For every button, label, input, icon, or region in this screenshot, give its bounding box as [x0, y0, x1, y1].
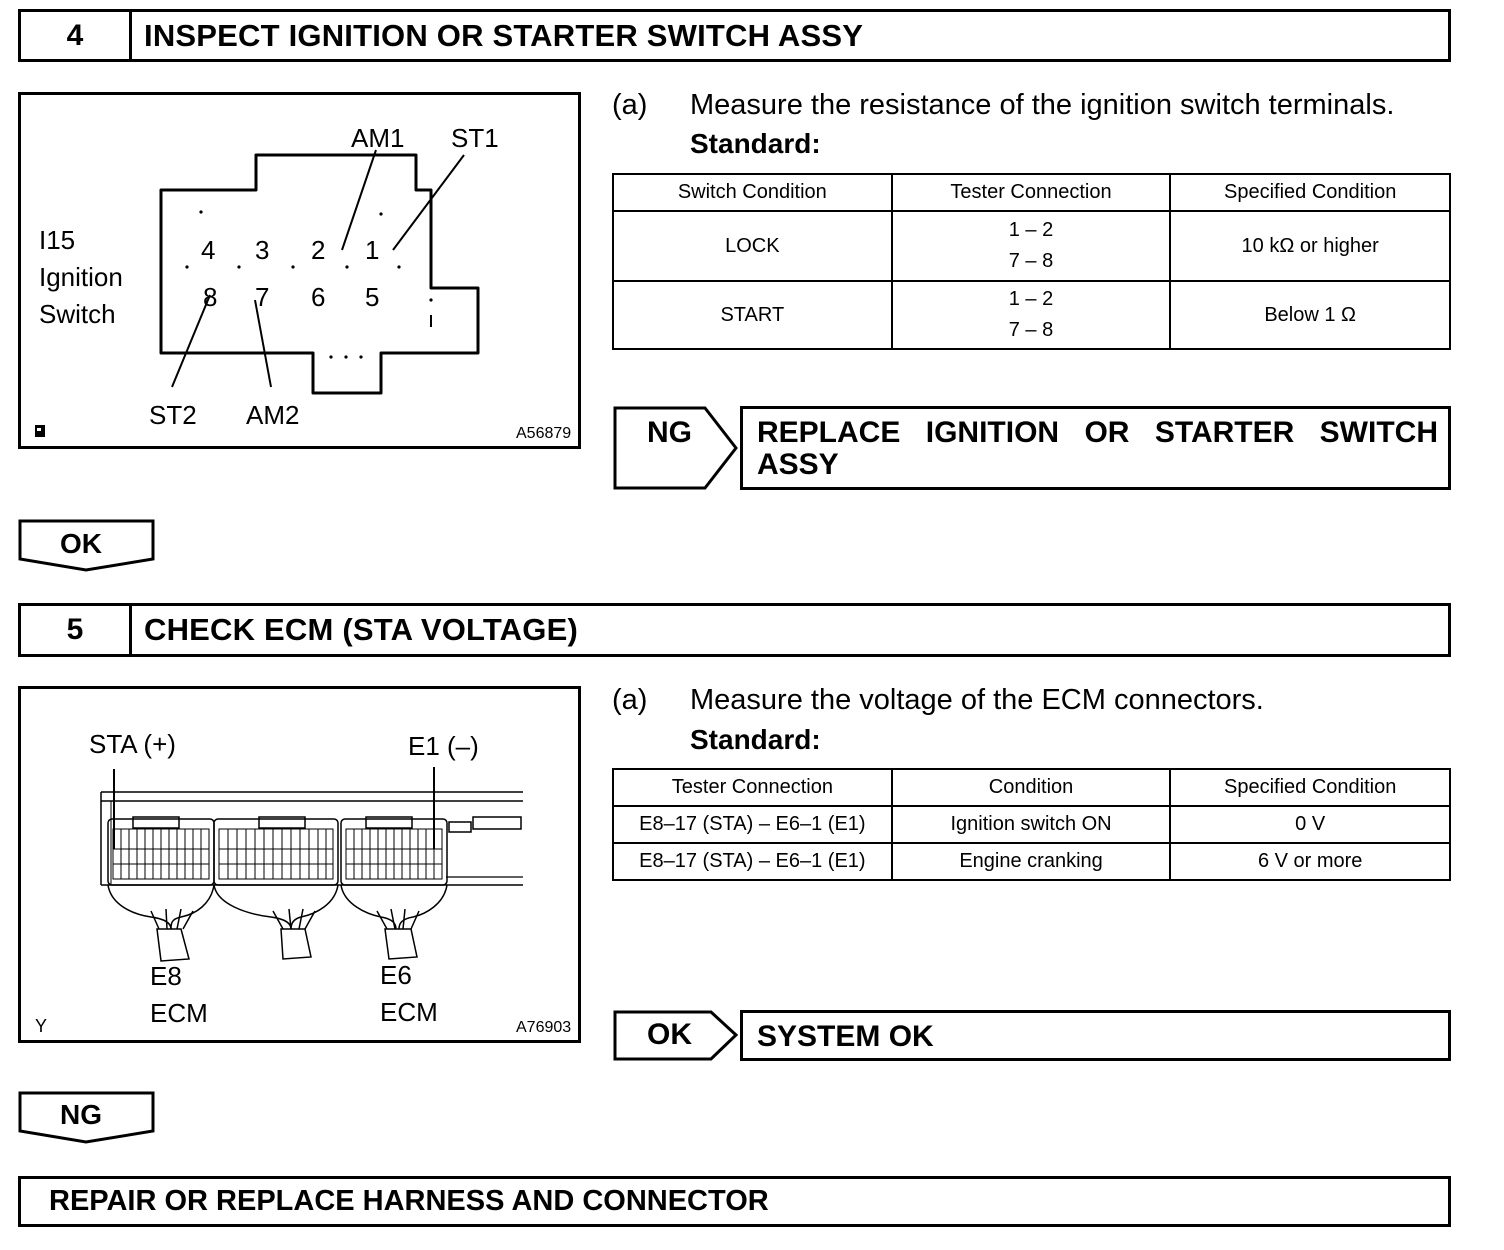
pin-label: 8 — [203, 282, 218, 312]
e6-connector-label: E6 — [380, 960, 412, 990]
instruction-marker: (a) — [612, 89, 648, 121]
table-row — [613, 843, 1450, 880]
step-number: 4 — [21, 12, 132, 59]
table-header-row — [613, 769, 1450, 806]
column-header: Specified Condition — [1170, 174, 1450, 211]
tester-connection-cell — [892, 211, 1171, 281]
am2-leader — [255, 300, 271, 387]
ok-result-box — [740, 1010, 1451, 1061]
specified-condition-cell: Below 1 Ω — [1170, 281, 1450, 349]
st1-leader — [393, 155, 464, 250]
condition-cell: Engine cranking — [892, 843, 1171, 880]
column-header: Switch Condition — [613, 174, 892, 211]
table-row — [613, 806, 1450, 843]
specified-condition-cell: 6 V or more — [1170, 843, 1450, 880]
switch-condition-cell: LOCK — [613, 211, 892, 281]
e6-ecm-label: ECM — [380, 997, 438, 1027]
pin-label: 3 — [255, 235, 270, 265]
ng-down-badge — [18, 1091, 156, 1144]
table-row — [613, 211, 1450, 281]
ng-badge-label: NG — [60, 1099, 102, 1130]
step-title: INSPECT IGNITION OR STARTER SWITCH ASSY — [144, 17, 864, 53]
terminal-label-am1: AM1 — [351, 123, 405, 153]
step-number: 5 — [21, 606, 132, 654]
table-row — [613, 281, 1450, 349]
ng-arrow-badge — [613, 406, 738, 490]
instruction-text: Measure the voltage of the ECM connectors. — [690, 684, 1264, 716]
figure-id: A56879 — [516, 425, 572, 442]
ok-badge-label: OK — [647, 1018, 692, 1051]
ecm-connector-figure — [18, 686, 581, 1043]
ok-result-text: SYSTEM OK — [757, 1020, 934, 1053]
pin-label: 2 — [311, 235, 326, 265]
pin-label: 6 — [311, 282, 326, 312]
connection-line: 7 – 8 — [1008, 319, 1054, 341]
connector-code: I15 — [39, 225, 76, 255]
column-header: Condition — [892, 769, 1171, 806]
connector-name-line1: Ignition — [39, 262, 123, 292]
connection-line: 1 – 2 — [1008, 219, 1054, 241]
voltage-spec-table — [612, 768, 1451, 881]
resistance-spec-table — [612, 173, 1451, 350]
ng-badge-label: NG — [647, 416, 692, 449]
pin-label: 7 — [255, 282, 270, 312]
pin-label: 1 — [365, 235, 380, 265]
ok-badge-label: OK — [60, 528, 102, 559]
terminal-label-st1: ST1 — [451, 123, 499, 153]
instruction-text: Measure the resistance of the ignition switch terminals. — [690, 89, 1395, 121]
column-header: Tester Connection — [613, 769, 892, 806]
final-result-box — [18, 1176, 1451, 1227]
e1-terminal-label: E1 (–) — [408, 731, 479, 761]
tester-connection-cell: E8–17 (STA) – E6–1 (E1) — [613, 843, 892, 880]
connection-line: 7 – 8 — [1008, 250, 1054, 272]
tester-connection-cell: E8–17 (STA) – E6–1 (E1) — [613, 806, 892, 843]
condition-cell: Ignition switch ON — [892, 806, 1171, 843]
pin-label: 4 — [201, 235, 216, 265]
pin-label: 5 — [365, 282, 380, 312]
ok-down-badge — [18, 519, 156, 572]
table-header-row — [613, 174, 1450, 211]
tester-connection-cell — [892, 281, 1171, 349]
corner-mark: Y — [35, 1016, 48, 1036]
e8-ecm-label: ECM — [150, 998, 208, 1028]
ng-result-line1: REPLACE IGNITION OR STARTER SWITCH — [757, 416, 1438, 449]
e8-connector-label: E8 — [150, 961, 182, 991]
column-header: Tester Connection — [892, 174, 1171, 211]
step-5-header — [18, 603, 1451, 657]
standard-label: Standard: — [690, 128, 821, 159]
terminal-label-st2: ST2 — [149, 400, 197, 430]
connector-name-line2: Switch — [39, 299, 116, 329]
step-4-header — [18, 9, 1451, 62]
ng-result-box — [740, 406, 1451, 490]
ok-arrow-badge — [613, 1010, 738, 1061]
ignition-switch-figure — [18, 92, 581, 449]
figure-id: A76903 — [516, 1019, 572, 1036]
terminal-label-am2: AM2 — [246, 400, 300, 430]
switch-condition-cell: START — [613, 281, 892, 349]
step-title: CHECK ECM (STA VOLTAGE) — [144, 612, 578, 647]
ng-result-line2: ASSY — [757, 448, 839, 481]
connection-line: 1 – 2 — [1008, 288, 1054, 310]
instruction-marker: (a) — [612, 684, 648, 716]
final-result-text: REPAIR OR REPLACE HARNESS AND CONNECTOR — [49, 1185, 769, 1217]
sta-terminal-label: STA (+) — [89, 729, 176, 759]
specified-condition-cell: 10 kΩ or higher — [1170, 211, 1450, 281]
specified-condition-cell: 0 V — [1170, 806, 1450, 843]
standard-label: Standard: — [690, 724, 821, 755]
column-header: Specified Condition — [1170, 769, 1450, 806]
